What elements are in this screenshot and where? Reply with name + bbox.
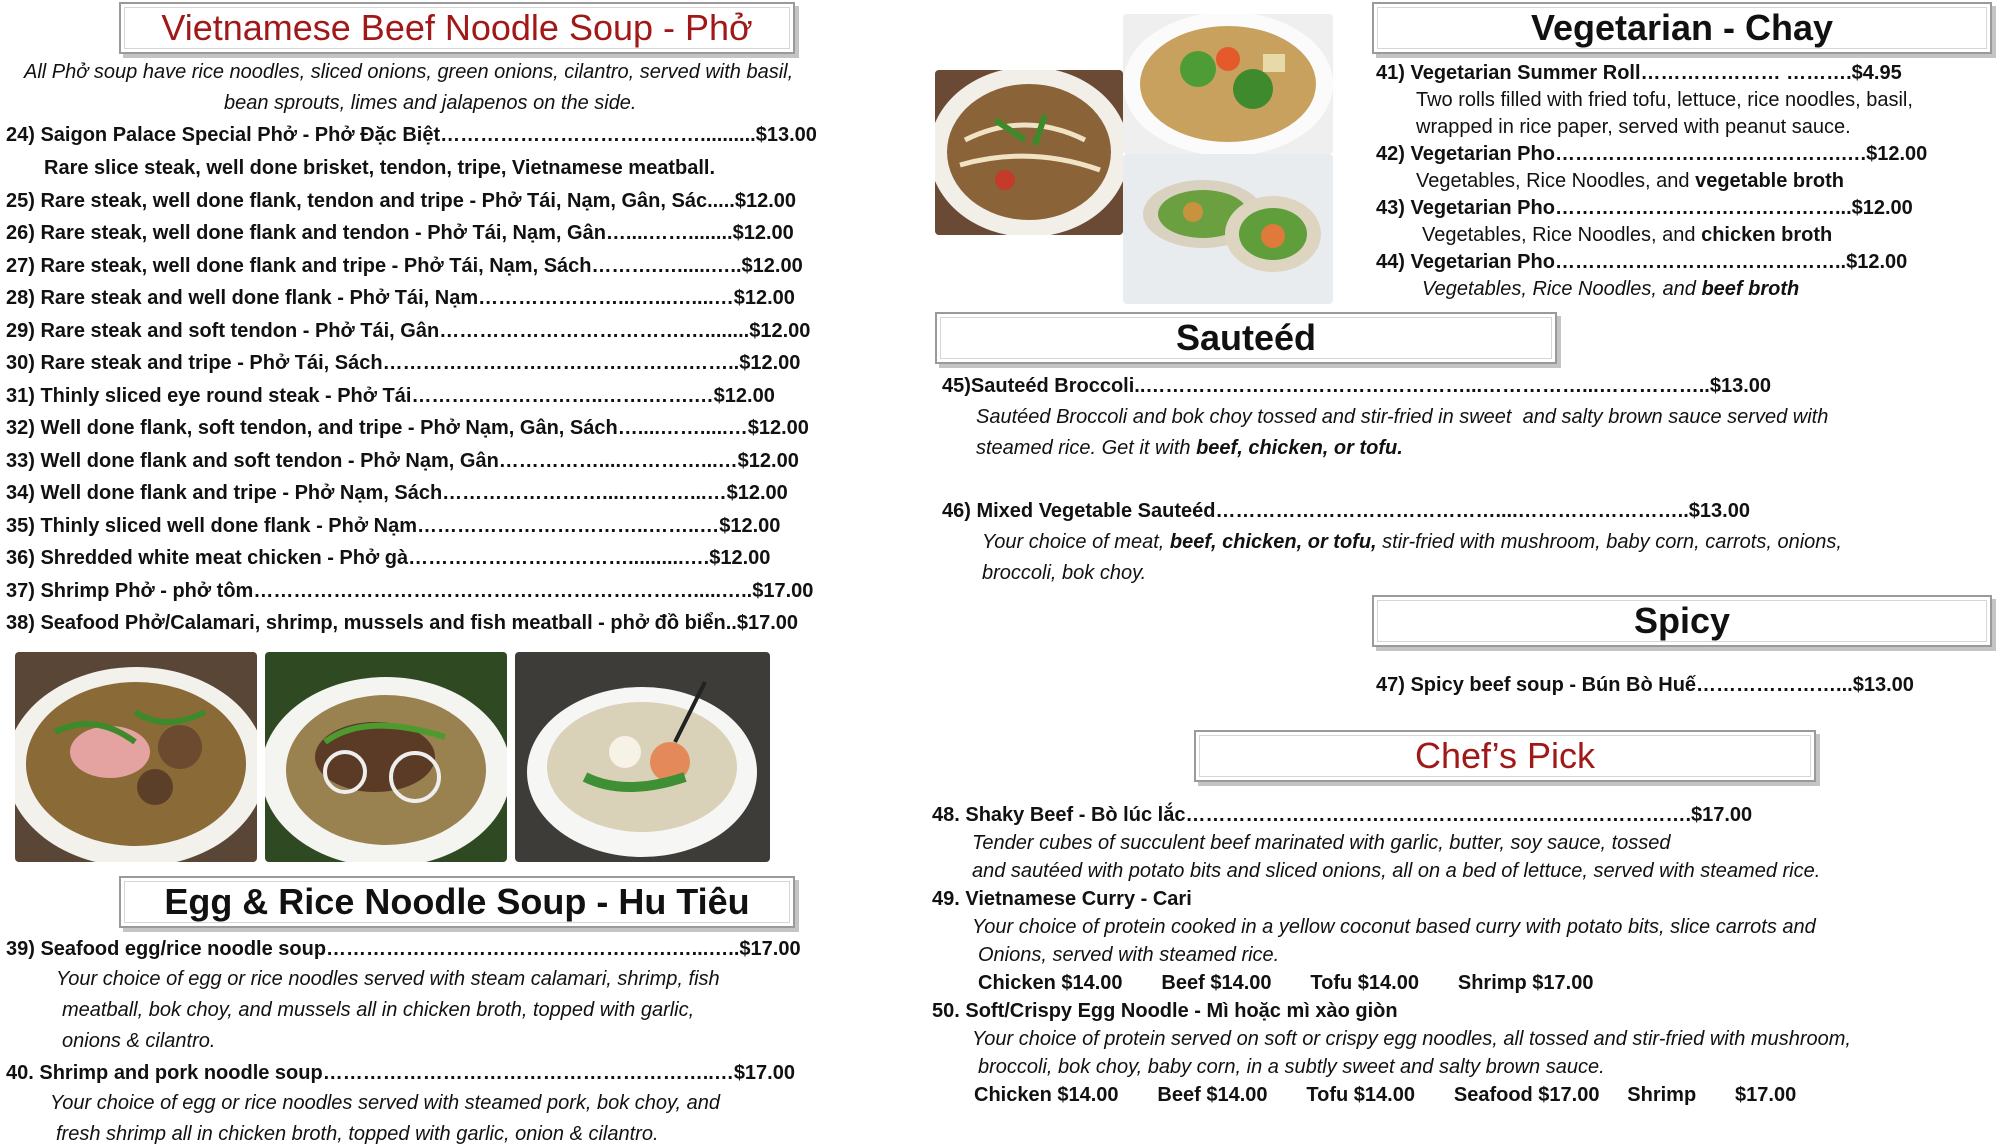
hu-tieu-section-title: Egg & Rice Noodle Soup - Hu Tiêu: [164, 881, 750, 922]
menu-item-41-desc: Two rolls filled with fried tofu, lettuce, rice noodles, basil,: [1416, 89, 1913, 111]
menu-item-44-desc: Vegetables, Rice Noodles, and beef broth: [1422, 278, 1800, 300]
sauteed-section-header: [935, 312, 1557, 364]
menu-item-32: 32) Well done flank, soft tendon, and tripe - Phở Nạm, Gân, Sách…....…….....…$12.00: [6, 417, 809, 439]
spicy-section-title: Spicy: [1633, 600, 1731, 641]
menu-item-45-desc: steamed rice. Get it with beef, chicken, or tofu.: [976, 437, 1403, 459]
menu-item-46: 46) Mixed Vegetable Sauteéd……………………………………....……………………..$13.00: [942, 500, 1750, 522]
menu-item-34: 34) Well done flank and tripe - Phở Nạm, Sách……………………....….……...…$12.00: [6, 482, 788, 504]
menu-item-24-desc: Rare slice steak, well done brisket, tendon, tripe, Vietnamese meatball.: [44, 157, 715, 179]
menu-item-30: 30) Rare steak and tripe - Phở Tái, Sách……………………………………….……..$12.00: [6, 352, 801, 374]
pho-photo-3: [515, 652, 770, 862]
menu-item-48-desc: Tender cubes of succulent beef marinated with garlic, butter, soy sauce, tossed: [972, 832, 1671, 854]
menu-item-40-desc: fresh shrimp all in chicken broth, topped with garlic, onion & cilantro.: [56, 1123, 659, 1145]
menu-item-50: 50. Soft/Crispy Egg Noodle - Mì hoặc mì xào giòn: [932, 1000, 1398, 1022]
menu-item-44: 44) Vegetarian Pho……………………………………..$12.00: [1376, 251, 1908, 273]
menu-item-49: 49. Vietnamese Curry - Cari: [932, 888, 1192, 910]
hu-tieu-section-header: [119, 876, 795, 928]
menu-item-24: 24) Saigon Palace Special Phở - Phở Đặc Biệt…………………………………..........$13.00: [6, 124, 817, 146]
menu-item-41-desc: wrapped in rice paper, served with peanut sauce.: [1416, 116, 1851, 138]
veg-section-header: [1372, 2, 1992, 54]
menu-item-37: 37) Shrimp Phở - phở tôm………………………………………………………….....…..$17.00: [6, 580, 814, 602]
menu-item-28: 28) Rare steak and well done flank - Phở Tái, Nạm…………………...…...…....…$12.00: [6, 287, 795, 309]
menu-item-49-desc: Onions, served with steamed rice.: [978, 944, 1280, 966]
menu-item-26: 26) Rare steak, well done flank and tendon - Phở Tái, Nạm, Gân…....……........$12.00: [6, 222, 794, 244]
menu-item-42: 42) Vegetarian Pho…………………………………….….$12.00: [1376, 143, 1928, 165]
menu-item-48: 48. Shaky Beef - Bò lúc lắc………………………………………………………………….$17.00: [932, 804, 1753, 826]
spicy-section-header: [1372, 595, 1992, 647]
menu-item-33: 33) Well done flank and soft tendon - Phở Nạm, Gân……………....…………...…$12.00: [6, 450, 799, 472]
menu-item-46-desc: broccoli, bok choy.: [982, 562, 1147, 584]
menu-item-49-prices: Chicken $14.00 Beef $14.00 Tofu $14.00 Shrimp $17.00: [978, 972, 1594, 994]
menu-item-43: 43) Vegetarian Pho……………………………………...$12.00: [1376, 197, 1913, 219]
sauteed-section-title: Sauteéd: [1175, 317, 1317, 358]
menu-item-39: 39) Seafood egg/rice noodle soup…………………………………………….…...…..$17.00: [6, 938, 801, 960]
menu-item-25: 25) Rare steak, well done flank, tendon and tripe - Phở Tái, Nạm, Gân, Sác.....$12.00: [6, 190, 797, 212]
pho-intro: bean sprouts, limes and jalapenos on the side.: [224, 92, 637, 114]
menu-item-47: 47) Spicy beef soup - Bún Bò Huế…………………...$13.00: [1376, 674, 1914, 696]
menu-item-45-desc: Sautéed Broccoli and bok choy tossed and stir-fried in sweet and salty brown sauce served with: [976, 406, 1829, 428]
menu-item-49-desc: Your choice of protein cooked in a yellow coconut based curry with potato bits, slice carrots and: [972, 916, 1816, 938]
menu-item-50-desc: broccoli, bok choy, baby corn, in a subtly sweet and salty brown sauce.: [978, 1056, 1605, 1078]
menu-item-43-desc: Vegetables, Rice Noodles, and chicken broth: [1422, 224, 1833, 246]
pho-photo-2: [265, 652, 507, 862]
menu-item-45: 45)Sauteéd Broccoli..…………………………………………...……………...……………..$13.00: [942, 375, 1772, 397]
pho-photo-1: [15, 652, 257, 862]
menu-item-40: 40. Shrimp and pork noodle soup…………………………………………………..…$17.00: [6, 1062, 795, 1084]
menu-item-36: 36) Shredded white meat chicken - Phở gà……………………………..........….$12.00: [6, 547, 771, 569]
pho-section-header: [119, 2, 795, 54]
menu-item-40-desc: Your choice of egg or rice noodles served with steamed pork, bok choy, and: [50, 1092, 721, 1114]
menu-item-39-desc: onions & cilantro.: [62, 1030, 216, 1052]
chefs-pick-section-title: Chef’s Pick: [1414, 735, 1596, 776]
menu-item-27: 27) Rare steak, well done flank and tripe - Phở Tái, Nạm, Sách……….…......…..$12.00: [6, 255, 803, 277]
menu-item-48-desc: and sautéed with potato bits and sliced onions, all on a bed of lettuce, served with steamed rice.: [972, 860, 1821, 882]
pho-section-title: Vietnamese Beef Noodle Soup - Phở: [161, 7, 753, 48]
menu-item-50-desc: Your choice of protein served on soft or crispy egg noodles, all tossed and stir-fried with mushroom,: [972, 1028, 1851, 1050]
menu-item-29: 29) Rare steak and soft tendon - Phở Tái, Gân……………………………….…........$12.00: [6, 320, 811, 342]
menu-item-41: 41) Vegetarian Summer Roll………………… ……….$4.95: [1376, 62, 1902, 84]
veg-section-title: Vegetarian - Chay: [1530, 7, 1834, 48]
veg-pho-photo: [1123, 14, 1333, 154]
pho-intro: All Phở soup have rice noodles, sliced onions, green onions, cilantro, served with basil,: [24, 61, 794, 83]
menu-item-42-desc: Vegetables, Rice Noodles, and vegetable broth: [1416, 170, 1844, 192]
menu-item-39-desc: Your choice of egg or rice noodles served with steam calamari, shrimp, fish: [56, 968, 720, 990]
menu-item-31: 31) Thinly sliced eye round steak - Phở Tái………………………..…….…….…$12.00: [6, 385, 775, 407]
summer-roll-photo: [1123, 154, 1333, 304]
menu-item-39-desc: meatball, bok choy, and mussels all in chicken broth, topped with garlic,: [62, 999, 695, 1021]
menu-item-50-prices: Chicken $14.00 Beef $14.00 Tofu $14.00 Seafood $17.00 Shrimp $17.00: [974, 1084, 1797, 1106]
menu-item-35: 35) Thinly sliced well done flank - Phở Nạm……………………………..……..…$12.00: [6, 515, 781, 537]
menu-item-46-desc: Your choice of meat, beef, chicken, or tofu, stir-fried with mushroom, baby corn, carrots, onions,: [982, 531, 1842, 553]
chefs-pick-section-header: [1194, 730, 1816, 782]
pho-closeup-photo: [935, 70, 1123, 235]
menu-item-38: 38) Seafood Phở/Calamari, shrimp, mussels and fish meatball - phở đồ biển..$17.00: [6, 612, 798, 634]
